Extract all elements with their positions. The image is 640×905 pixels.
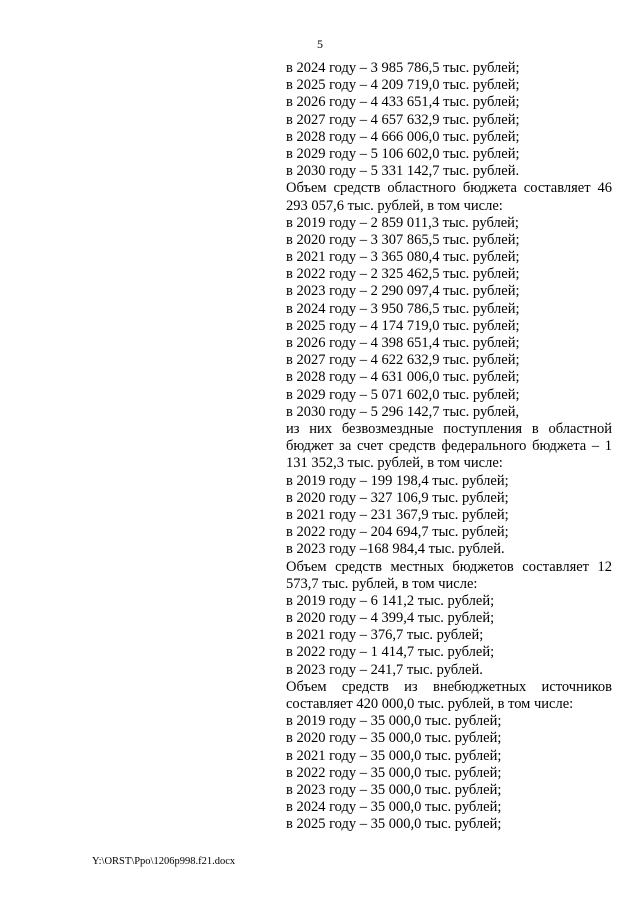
list-item: в 2030 году – 5 296 142,7 тыс. рублей, <box>286 403 520 420</box>
list-item: в 2021 году – 376,7 тыс. рублей; <box>286 627 484 644</box>
list-item: в 2020 году – 4 399,4 тыс. рублей; <box>286 610 495 627</box>
list-local-budgets <box>286 593 612 679</box>
list-item: в 2021 году – 35 000,0 тыс. рублей; <box>286 747 502 764</box>
list-item: в 2028 году – 4 666 006,0 тыс. рублей; <box>286 128 520 145</box>
list-item: в 2019 году – 35 000,0 тыс. рублей; <box>286 713 502 730</box>
list-federal-transfers <box>286 473 612 559</box>
list-item: в 2020 году – 35 000,0 тыс. рублей; <box>286 730 502 747</box>
footer-file-path: Y:\ORST\Ppo\1206p998.f21.docx <box>92 856 236 867</box>
list-item: в 2029 году – 5 106 602,0 тыс. рублей; <box>286 145 520 162</box>
list-item: в 2019 году – 199 198,4 тыс. рублей; <box>286 472 509 489</box>
list-item: в 2022 году – 1 414,7 тыс. рублей; <box>286 644 495 661</box>
list-item: в 2026 году – 4 398 651,4 тыс. рублей; <box>286 335 520 352</box>
list-item: в 2029 году – 5 071 602,0 тыс. рублей; <box>286 386 520 403</box>
list-extrabudgetary <box>286 713 612 833</box>
list-item: в 2028 году – 4 631 006,0 тыс. рублей; <box>286 369 520 386</box>
list-item: в 2027 году – 4 622 632,9 тыс. рублей; <box>286 352 520 369</box>
list-item: в 2024 году – 3 985 786,5 тыс. рублей; <box>286 60 520 76</box>
list-item: в 2019 году – 6 141,2 тыс. рублей; <box>286 592 495 609</box>
list-item: в 2021 году – 3 365 080,4 тыс. рублей; <box>286 249 520 266</box>
paragraph-local-budgets: Объем средств местных бюджетов составляет 12 573,7 тыс. рублей, в том числе: <box>286 558 612 592</box>
paragraph-federal-transfers: из них безвозмездные поступления в областной бюджет за счет средств федерального бюджета – 1 131 352,3 тыс. рублей, в том числе: <box>286 420 612 472</box>
list-item: в 2030 году – 5 331 142,7 тыс. рублей. <box>286 163 520 180</box>
list-regional-budget <box>286 215 612 421</box>
list-item: в 2020 году – 3 307 865,5 тыс. рублей; <box>286 231 520 248</box>
list-item: в 2025 году – 4 174 719,0 тыс. рублей; <box>286 317 520 334</box>
list-item: в 2023 году –168 984,4 тыс. рублей. <box>286 541 505 558</box>
list-2024-2030-total <box>286 60 612 180</box>
list-item: в 2024 году – 3 950 786,5 тыс. рублей; <box>286 300 520 317</box>
list-item: в 2026 году – 4 433 651,4 тыс. рублей; <box>286 94 520 111</box>
list-item: в 2025 году – 35 000,0 тыс. рублей; <box>286 816 502 833</box>
list-item: в 2024 году – 35 000,0 тыс. рублей; <box>286 799 502 816</box>
list-item: в 2027 году – 4 657 632,9 тыс. рублей; <box>286 111 520 128</box>
list-item: в 2022 году – 204 694,7 тыс. рублей; <box>286 524 509 541</box>
paragraph-regional-budget: Объем средств областного бюджета составляет 46 293 057,6 тыс. рублей, в том числе: <box>286 180 612 214</box>
list-item: в 2020 году – 327 106,9 тыс. рублей; <box>286 489 509 506</box>
list-item: в 2025 году – 4 209 719,0 тыс. рублей; <box>286 77 520 94</box>
page-number: 5 <box>317 37 323 51</box>
list-item: в 2023 году – 35 000,0 тыс. рублей; <box>286 782 502 799</box>
document-body <box>286 60 612 834</box>
list-item: в 2022 году – 2 325 462,5 тыс. рублей; <box>286 266 520 283</box>
list-item: в 2023 году – 2 290 097,4 тыс. рублей; <box>286 283 520 300</box>
paragraph-extrabudgetary: Объем средств из внебюджетных источников составляет 420 000,0 тыс. рублей, в том числе: <box>286 678 612 713</box>
list-item: в 2021 году – 231 367,9 тыс. рублей; <box>286 506 509 523</box>
list-item: в 2022 году – 35 000,0 тыс. рублей; <box>286 764 502 781</box>
list-item: в 2019 году – 2 859 011,3 тыс. рублей; <box>286 214 519 231</box>
list-item: в 2023 году – 241,7 тыс. рублей. <box>286 661 483 678</box>
